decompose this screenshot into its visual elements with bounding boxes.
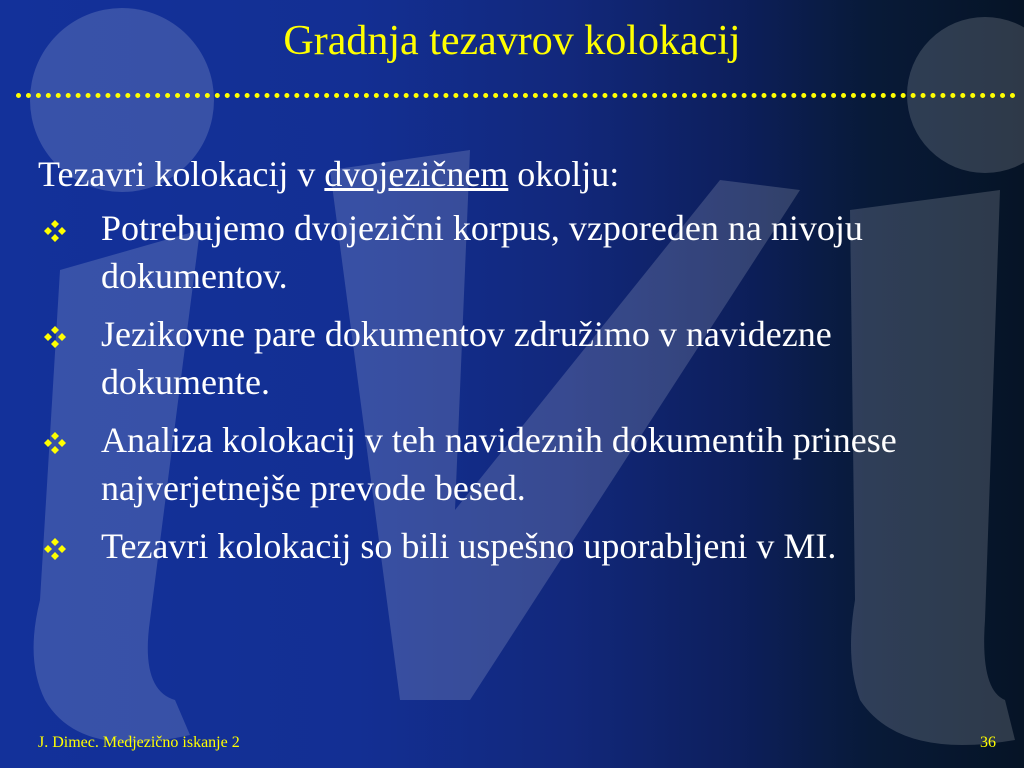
bullet-item <box>38 522 998 570</box>
bullet-list <box>38 204 998 570</box>
slide-body <box>38 150 998 580</box>
bullet-item <box>38 310 998 406</box>
intro-text-end: okolju: <box>508 154 620 194</box>
bullet-text: Potrebujemo dvojezični korpus, vzporeden na nivoju dokumentov. <box>101 208 863 296</box>
diamond-bullet-icon <box>44 326 66 348</box>
page-number: 36 <box>980 734 996 751</box>
diamond-bullet-icon <box>44 432 66 454</box>
bullet-item <box>38 416 998 512</box>
diamond-bullet-icon <box>44 220 66 242</box>
footer-author: J. Dimec. Medjezično iskanje 2 <box>38 734 240 751</box>
intro-text-start: Tezavri kolokacij v <box>38 154 325 194</box>
intro-underlined-word: dvojezičnem <box>324 154 509 194</box>
diamond-bullet-icon <box>44 538 66 560</box>
bullet-text: Tezavri kolokacij so bili uspešno uporabljeni v MI. <box>101 526 837 566</box>
bullet-text: Jezikovne pare dokumentov združimo v navidezne dokumente. <box>101 314 832 402</box>
bullet-item <box>38 204 998 300</box>
bullet-text: Analiza kolokacij v teh navideznih dokumentih prinese najverjetnejše prevode besed. <box>101 420 897 508</box>
title-divider <box>16 93 1016 98</box>
intro-line <box>38 150 998 198</box>
slide-title: Gradnja tezavrov kolokacij <box>283 18 741 64</box>
